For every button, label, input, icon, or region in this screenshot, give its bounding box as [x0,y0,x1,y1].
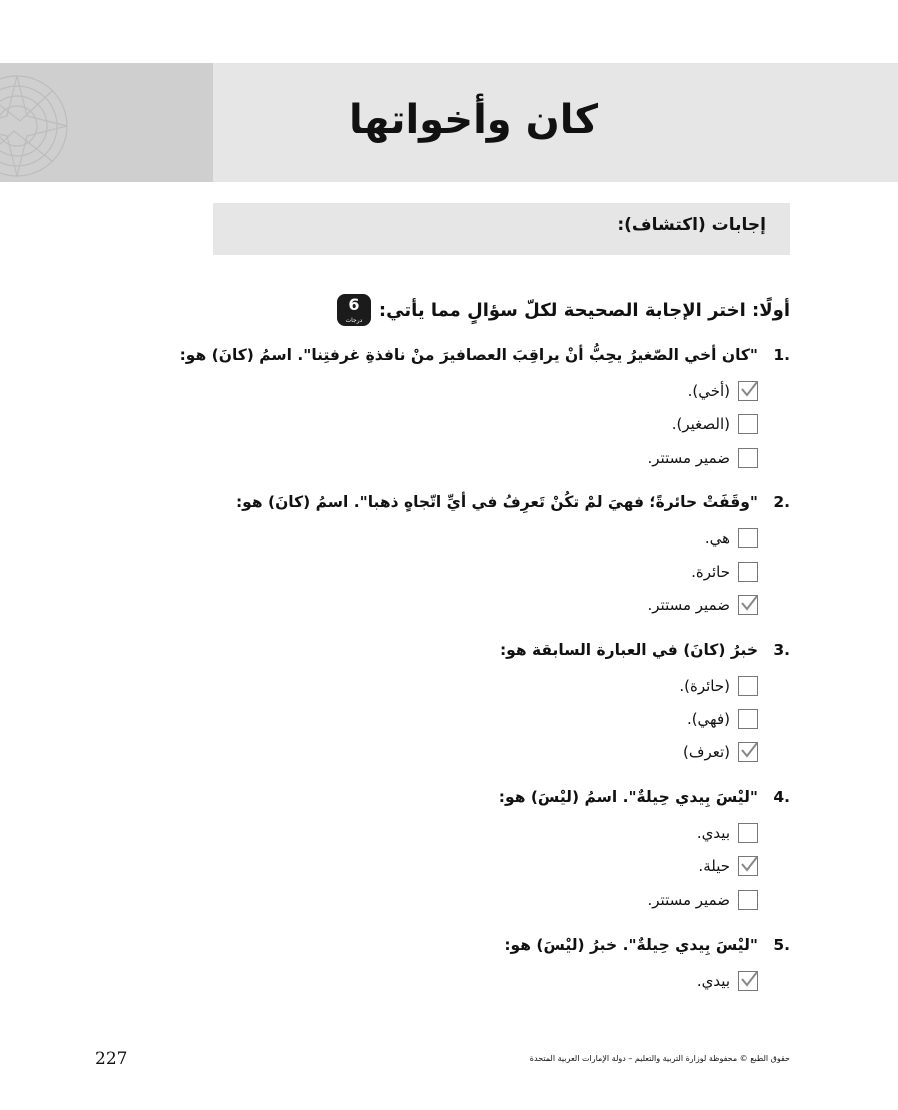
page-number: 227 [95,1049,128,1069]
decorative-banner-pattern [0,63,213,182]
option-label: بيدي. [696,972,730,990]
answer-option[interactable] [672,413,758,435]
checkbox[interactable] [738,528,758,548]
option-label: ضمير مستتر. [647,596,730,614]
checkbox[interactable] [738,448,758,468]
checkmark-icon [739,855,759,875]
option-label: هي. [704,529,730,547]
question-number: 5. [773,936,790,954]
checkbox[interactable] [738,709,758,729]
option-label: (أخي). [687,382,730,400]
copyright-notice: حقوق الطبع © محفوظة لوزارة التربية والتعليم – دولة الإمارات العربية المتحدة [529,1054,790,1063]
option-label: (فهي). [686,710,730,728]
answer-option[interactable] [697,970,758,992]
question-stem: "ليْسَ بِيدي حِيلةٌ". خبرُ (ليْسَ) هو: [504,936,758,954]
checkmark-icon [739,380,759,400]
checkbox[interactable] [738,676,758,696]
question-stem: خبرُ (كانَ) في العبارة السابقة هو: [499,641,758,659]
score-badge-value: 6 [348,295,360,314]
checkbox[interactable] [738,562,758,582]
checkmark-icon [739,970,759,990]
instruction-text: أولًا: اختر الإجابة الصحيحة لكلّ سؤالٍ مما يأتي: [378,299,790,321]
question-stem: "ليْسَ بِيدي حِيلةٌ". اسمُ (ليْسَ) هو: [498,788,758,806]
question-number: 4. [773,788,790,806]
checkmark-icon [739,594,759,614]
checkbox-checked[interactable] [738,856,758,876]
option-label: (الصغير). [671,415,730,433]
option-label: حائرة. [691,563,730,581]
option-label: (تعرف) [683,743,730,761]
ornament-icon [0,71,82,181]
section-title: إجابات (اكتشاف): [617,215,766,235]
checkbox[interactable] [738,414,758,434]
checkbox-checked[interactable] [738,742,758,762]
question-stem: "وقَفَتْ حائرةً؛ فهيَ لمْ تكُنْ تَعرِفُ في أيِّ اتّجاهٍ ذهبا". اسمُ (كانَ) هو: [235,493,758,511]
answer-option[interactable] [688,380,758,402]
answer-option[interactable] [648,889,759,911]
option-label: بيدي. [696,824,730,842]
checkbox-checked[interactable] [738,595,758,615]
checkbox-checked[interactable] [738,381,758,401]
option-label: ضمير مستتر. [647,449,730,467]
option-label: حيلة. [698,857,730,875]
answer-option[interactable] [705,527,758,549]
checkbox[interactable] [738,823,758,843]
score-badge-unit: درجات [345,317,363,324]
answer-option[interactable] [687,708,758,730]
option-label: ضمير مستتر. [647,891,730,909]
page-title: كان وأخواتها [349,97,598,143]
answer-option[interactable] [648,447,759,469]
answer-option[interactable] [697,822,758,844]
answer-option[interactable] [698,855,758,877]
question-number: 3. [773,641,790,659]
answer-option[interactable] [683,741,758,763]
option-label: (حائرة). [679,677,730,695]
question-number: 2. [773,493,790,511]
instruction-line [337,294,790,326]
question-number: 1. [773,346,790,364]
answer-option[interactable] [691,561,758,583]
answer-option[interactable] [648,594,759,616]
checkbox[interactable] [738,890,758,910]
checkbox-checked[interactable] [738,971,758,991]
question-stem: "كان أخي الصّغيرُ يحِبُّ أنْ يراقِبَ العصافيرَ منْ نافذةِ غرفتِنا". اسمُ (كانَ) هو: [179,346,758,364]
checkmark-icon [739,741,759,761]
answer-option[interactable] [679,675,758,697]
score-badge [337,294,371,326]
